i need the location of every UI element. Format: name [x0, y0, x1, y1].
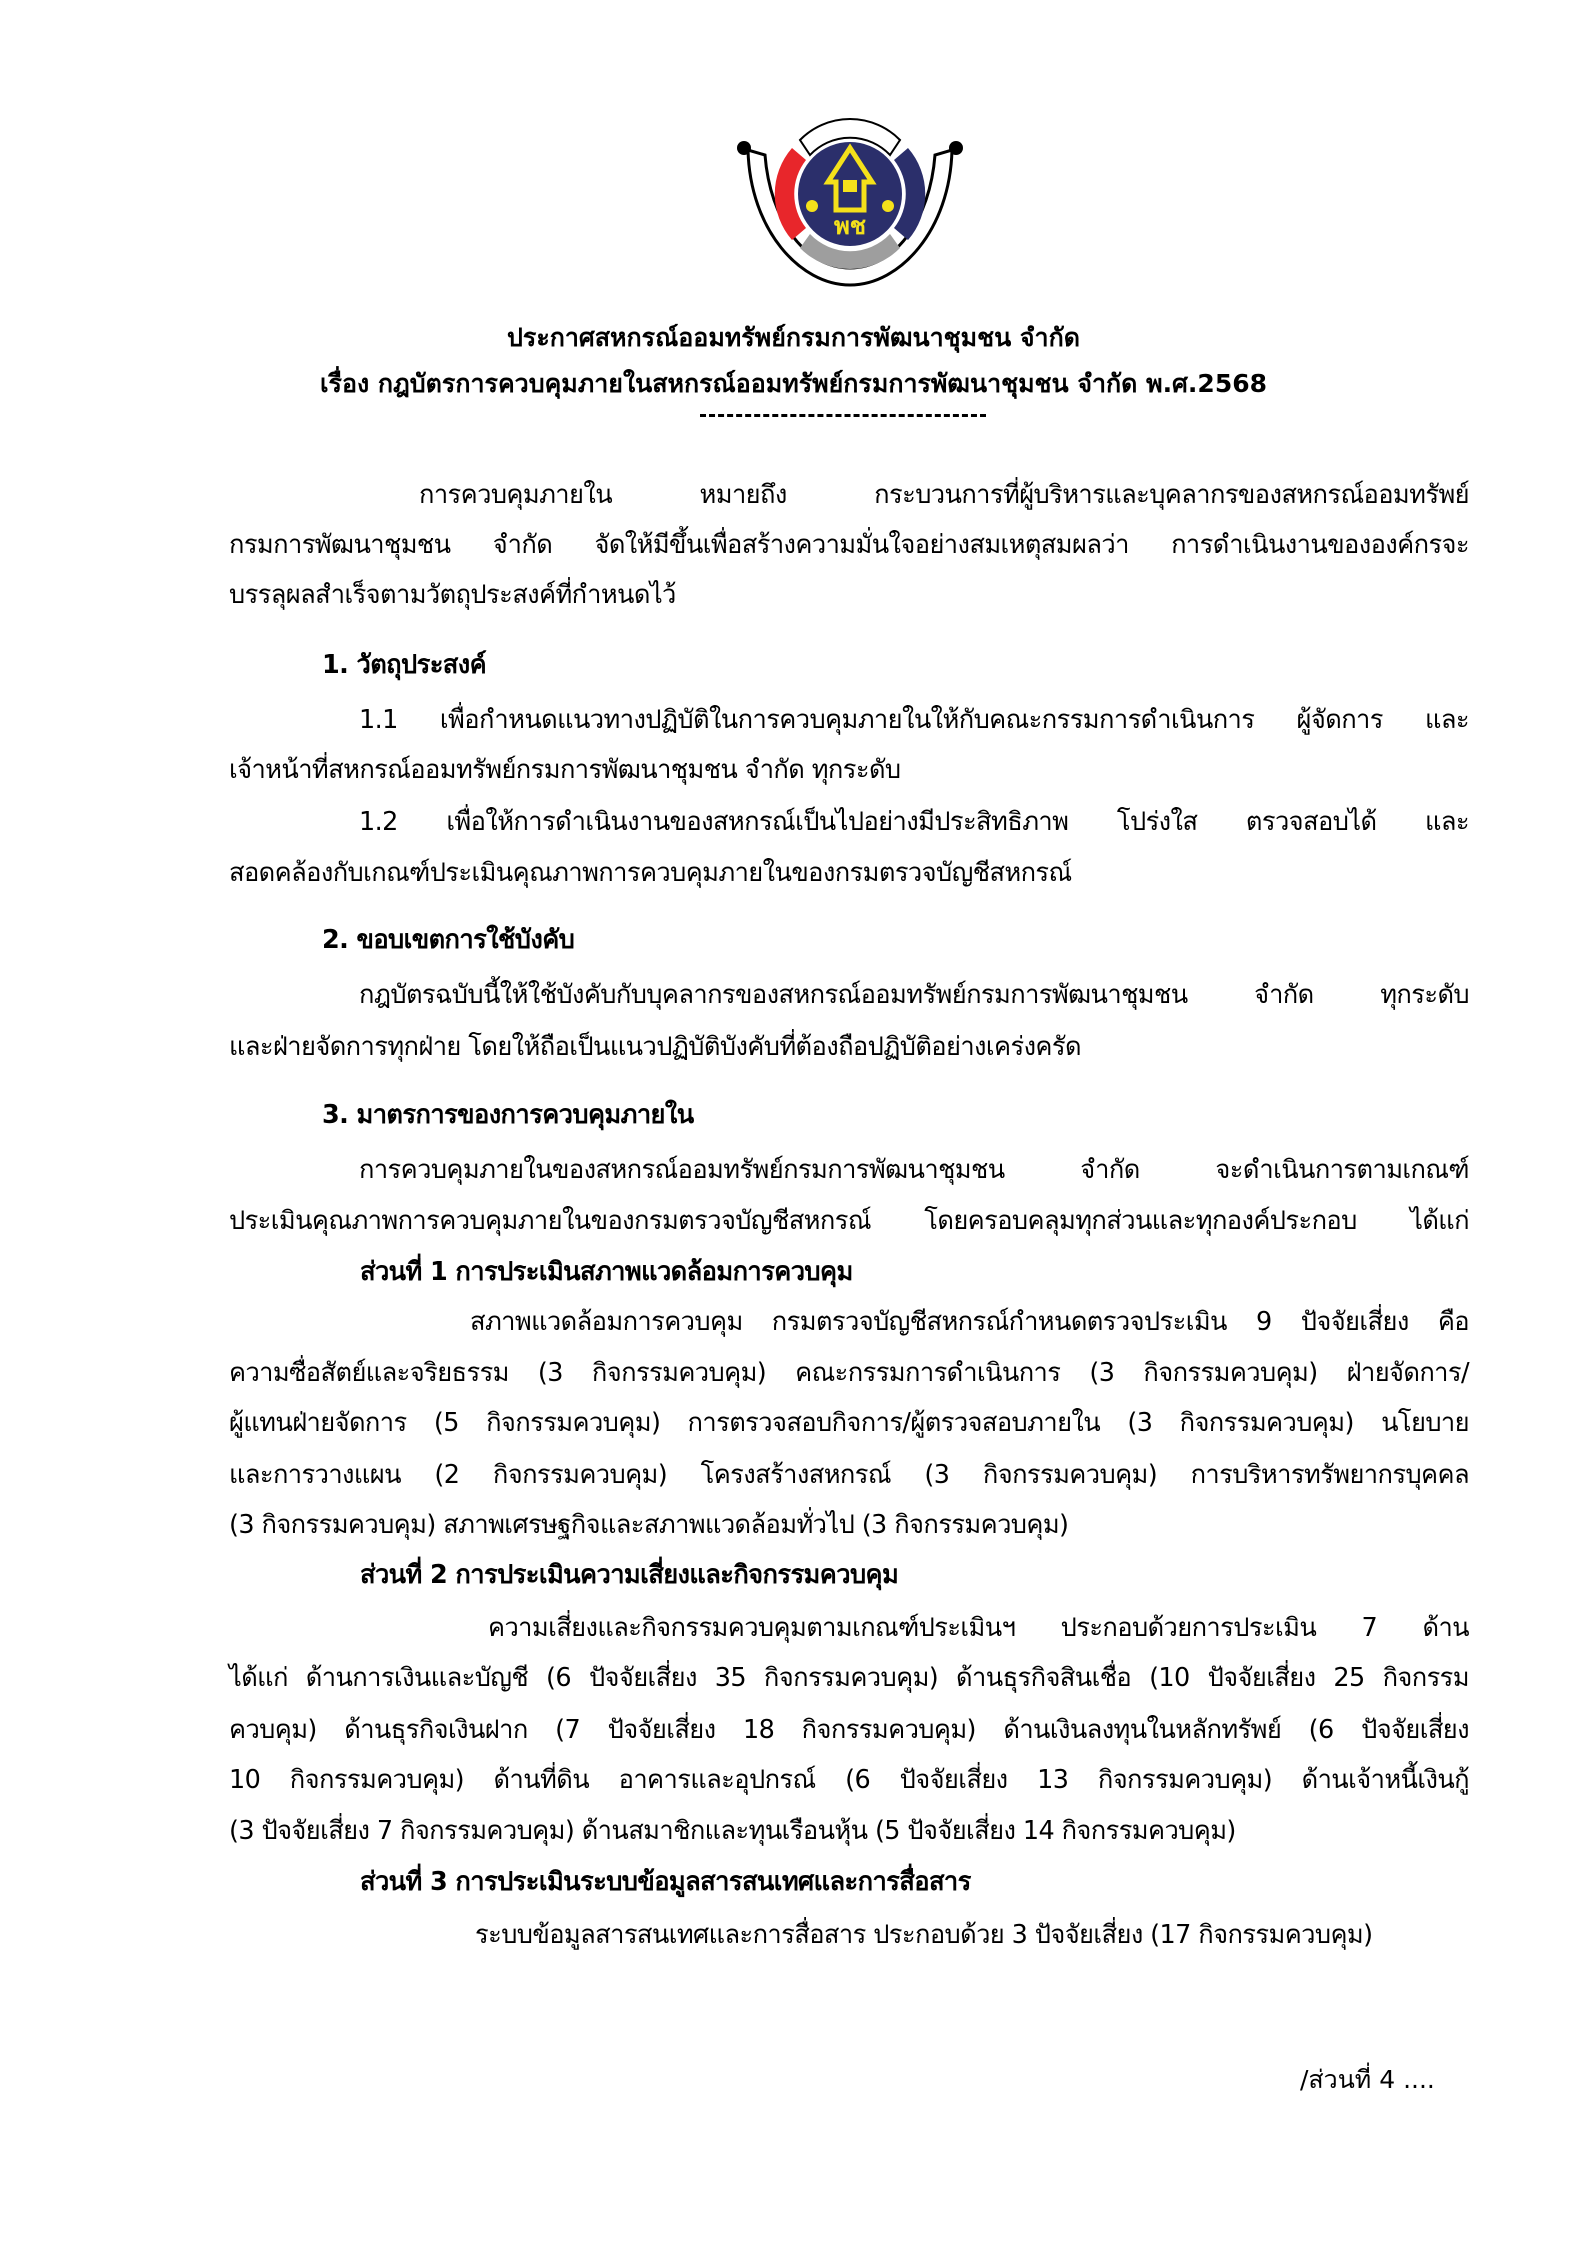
section-line: และฝ่ายจัดการทุกฝ่าย โดยให้ถือเป็นแนวปฏิบัติบังคับที่ต้องถือปฏิบัติอย่างเคร่งครัด: [229, 1032, 1081, 1062]
continuation-note: /ส่วนที่ 4 ....: [1300, 2065, 1435, 2094]
part-line: ความเสี่ยงและกิจกรรมควบคุมตามเกณฑ์ประเมินฯ ประกอบด้วยการประเมิน 7 ด้าน: [488, 1613, 1469, 1643]
title-divider: [700, 414, 986, 417]
section-line: เจ้าหน้าที่สหกรณ์ออมทรัพย์กรมการพัฒนาชุมชน จำกัด ทุกระดับ: [229, 755, 901, 785]
part-line: ระบบข้อมูลสารสนเทศและการสื่อสาร ประกอบด้วย 3 ปัจจัยเสี่ยง (17 กิจกรรมควบคุม): [475, 1920, 1373, 1950]
section-heading-measures: 3. มาตรการของการควบคุมภายใน: [322, 1100, 694, 1130]
section-line: 1.2 เพื่อให้การดำเนินงานของสหกรณ์เป็นไปอย่างมีประสิทธิภาพ โปร่งใส ตรวจสอบได้ และ: [359, 807, 1469, 837]
svg-text:พช: พช: [833, 212, 867, 240]
part-line: (3 ปัจจัยเสี่ยง 7 กิจกรรมควบคุม) ด้านสมาชิกและทุนเรือนหุ้น (5 ปัจจัยเสี่ยง 14 กิจกรรมควบคุม): [229, 1816, 1236, 1846]
part-heading-3: ส่วนที่ 3 การประเมินระบบข้อมูลสารสนเทศและการสื่อสาร: [360, 1867, 971, 1897]
part-line: และการวางแผน (2 กิจกรรมควบคุม) โครงสร้างสหกรณ์ (3 กิจกรรมควบคุม) การบริหารทรัพยากรบุคคล: [229, 1460, 1469, 1490]
announcement-subject: เรื่อง กฎบัตรการควบคุมภายในสหกรณ์ออมทรัพย์กรมการพัฒนาชุมชน จำกัด พ.ศ.2568: [319, 369, 1268, 398]
part-line: สภาพแวดล้อมการควบคุม กรมตรวจบัญชีสหกรณ์กำหนดตรวจประเมิน 9 ปัจจัยเสี่ยง คือ: [470, 1307, 1469, 1337]
intro-line: บรรลุผลสำเร็จตามวัตถุประสงค์ที่กำหนดไว้: [229, 580, 676, 610]
part-line: ความซื่อสัตย์และจริยธรรม (3 กิจกรรมควบคุม) คณะกรรมการดำเนินการ (3 กิจกรรมควบคุม) ฝ่ายจัดการ/: [229, 1358, 1469, 1388]
part-line: ได้แก่ ด้านการเงินและบัญชี (6 ปัจจัยเสี่ยง 35 กิจกรรมควบคุม) ด้านธุรกิจสินเชื่อ (10 ปัจจัยเสี่ยง 25 กิจกรรม: [229, 1663, 1469, 1693]
cooperative-logo-icon: [730, 110, 970, 290]
section-line: ประเมินคุณภาพการควบคุมภายในของกรมตรวจบัญชีสหกรณ์ โดยครอบคลุมทุกส่วนและทุกองค์ประกอบ ได้แก่: [229, 1206, 1469, 1236]
section-heading-objectives: 1. วัตถุประสงค์: [322, 650, 487, 680]
section-line: กฎบัตรฉบับนี้ให้ใช้บังคับกับบุคลากรของสหกรณ์ออมทรัพย์กรมการพัฒนาชุมชน จำกัด ทุกระดับ: [359, 980, 1469, 1010]
intro-line: การควบคุมภายใน หมายถึง กระบวนการที่ผู้บริหารและบุคลากรของสหกรณ์ออมทรัพย์: [419, 480, 1469, 510]
section-line: 1.1 เพื่อกำหนดแนวทางปฏิบัติในการควบคุมภายในให้กับคณะกรรมการดำเนินการ ผู้จัดการ และ: [359, 705, 1469, 735]
intro-line: กรมการพัฒนาชุมชน จำกัด จัดให้มีขึ้นเพื่อสร้างความมั่นใจอย่างสมเหตุสมผลว่า การดำเนินงานขององค์กรจะ: [229, 530, 1469, 560]
section-line: สอดคล้องกับเกณฑ์ประเมินคุณภาพการควบคุมภายในของกรมตรวจบัญชีสหกรณ์: [229, 858, 1072, 888]
part-heading-2: ส่วนที่ 2 การประเมินความเสี่ยงและกิจกรรมควบคุม: [360, 1560, 899, 1590]
section-line: การควบคุมภายในของสหกรณ์ออมทรัพย์กรมการพัฒนาชุมชน จำกัด จะดำเนินการตามเกณฑ์: [359, 1155, 1469, 1185]
part-line: ควบคุม) ด้านธุรกิจเงินฝาก (7 ปัจจัยเสี่ยง 18 กิจกรรมควบคุม) ด้านเงินลงทุนในหลักทรัพย์ (6 ปัจจัยเสี่ยง: [229, 1715, 1469, 1745]
part-line: (3 กิจกรรมควบคุม) สภาพเศรษฐกิจและสภาพแวดล้อมทั่วไป (3 กิจกรรมควบคุม): [229, 1510, 1069, 1540]
part-line: 10 กิจกรรมควบคุม) ด้านที่ดิน อาคารและอุปกรณ์ (6 ปัจจัยเสี่ยง 13 กิจกรรมควบคุม) ด้านเจ้าหนี้เงินกู้: [229, 1765, 1469, 1795]
section-heading-scope: 2. ขอบเขตการใช้บังคับ: [322, 925, 575, 955]
announcement-title: ประกาศสหกรณ์ออมทรัพย์กรมการพัฒนาชุมชน จำกัด: [507, 323, 1080, 352]
part-line: ผู้แทนฝ่ายจัดการ (5 กิจกรรมควบคุม) การตรวจสอบกิจการ/ผู้ตรวจสอบภายใน (3 กิจกรรมควบคุม) นโยบาย: [229, 1408, 1469, 1438]
part-heading-1: ส่วนที่ 1 การประเมินสภาพแวดล้อมการควบคุม: [360, 1257, 853, 1287]
